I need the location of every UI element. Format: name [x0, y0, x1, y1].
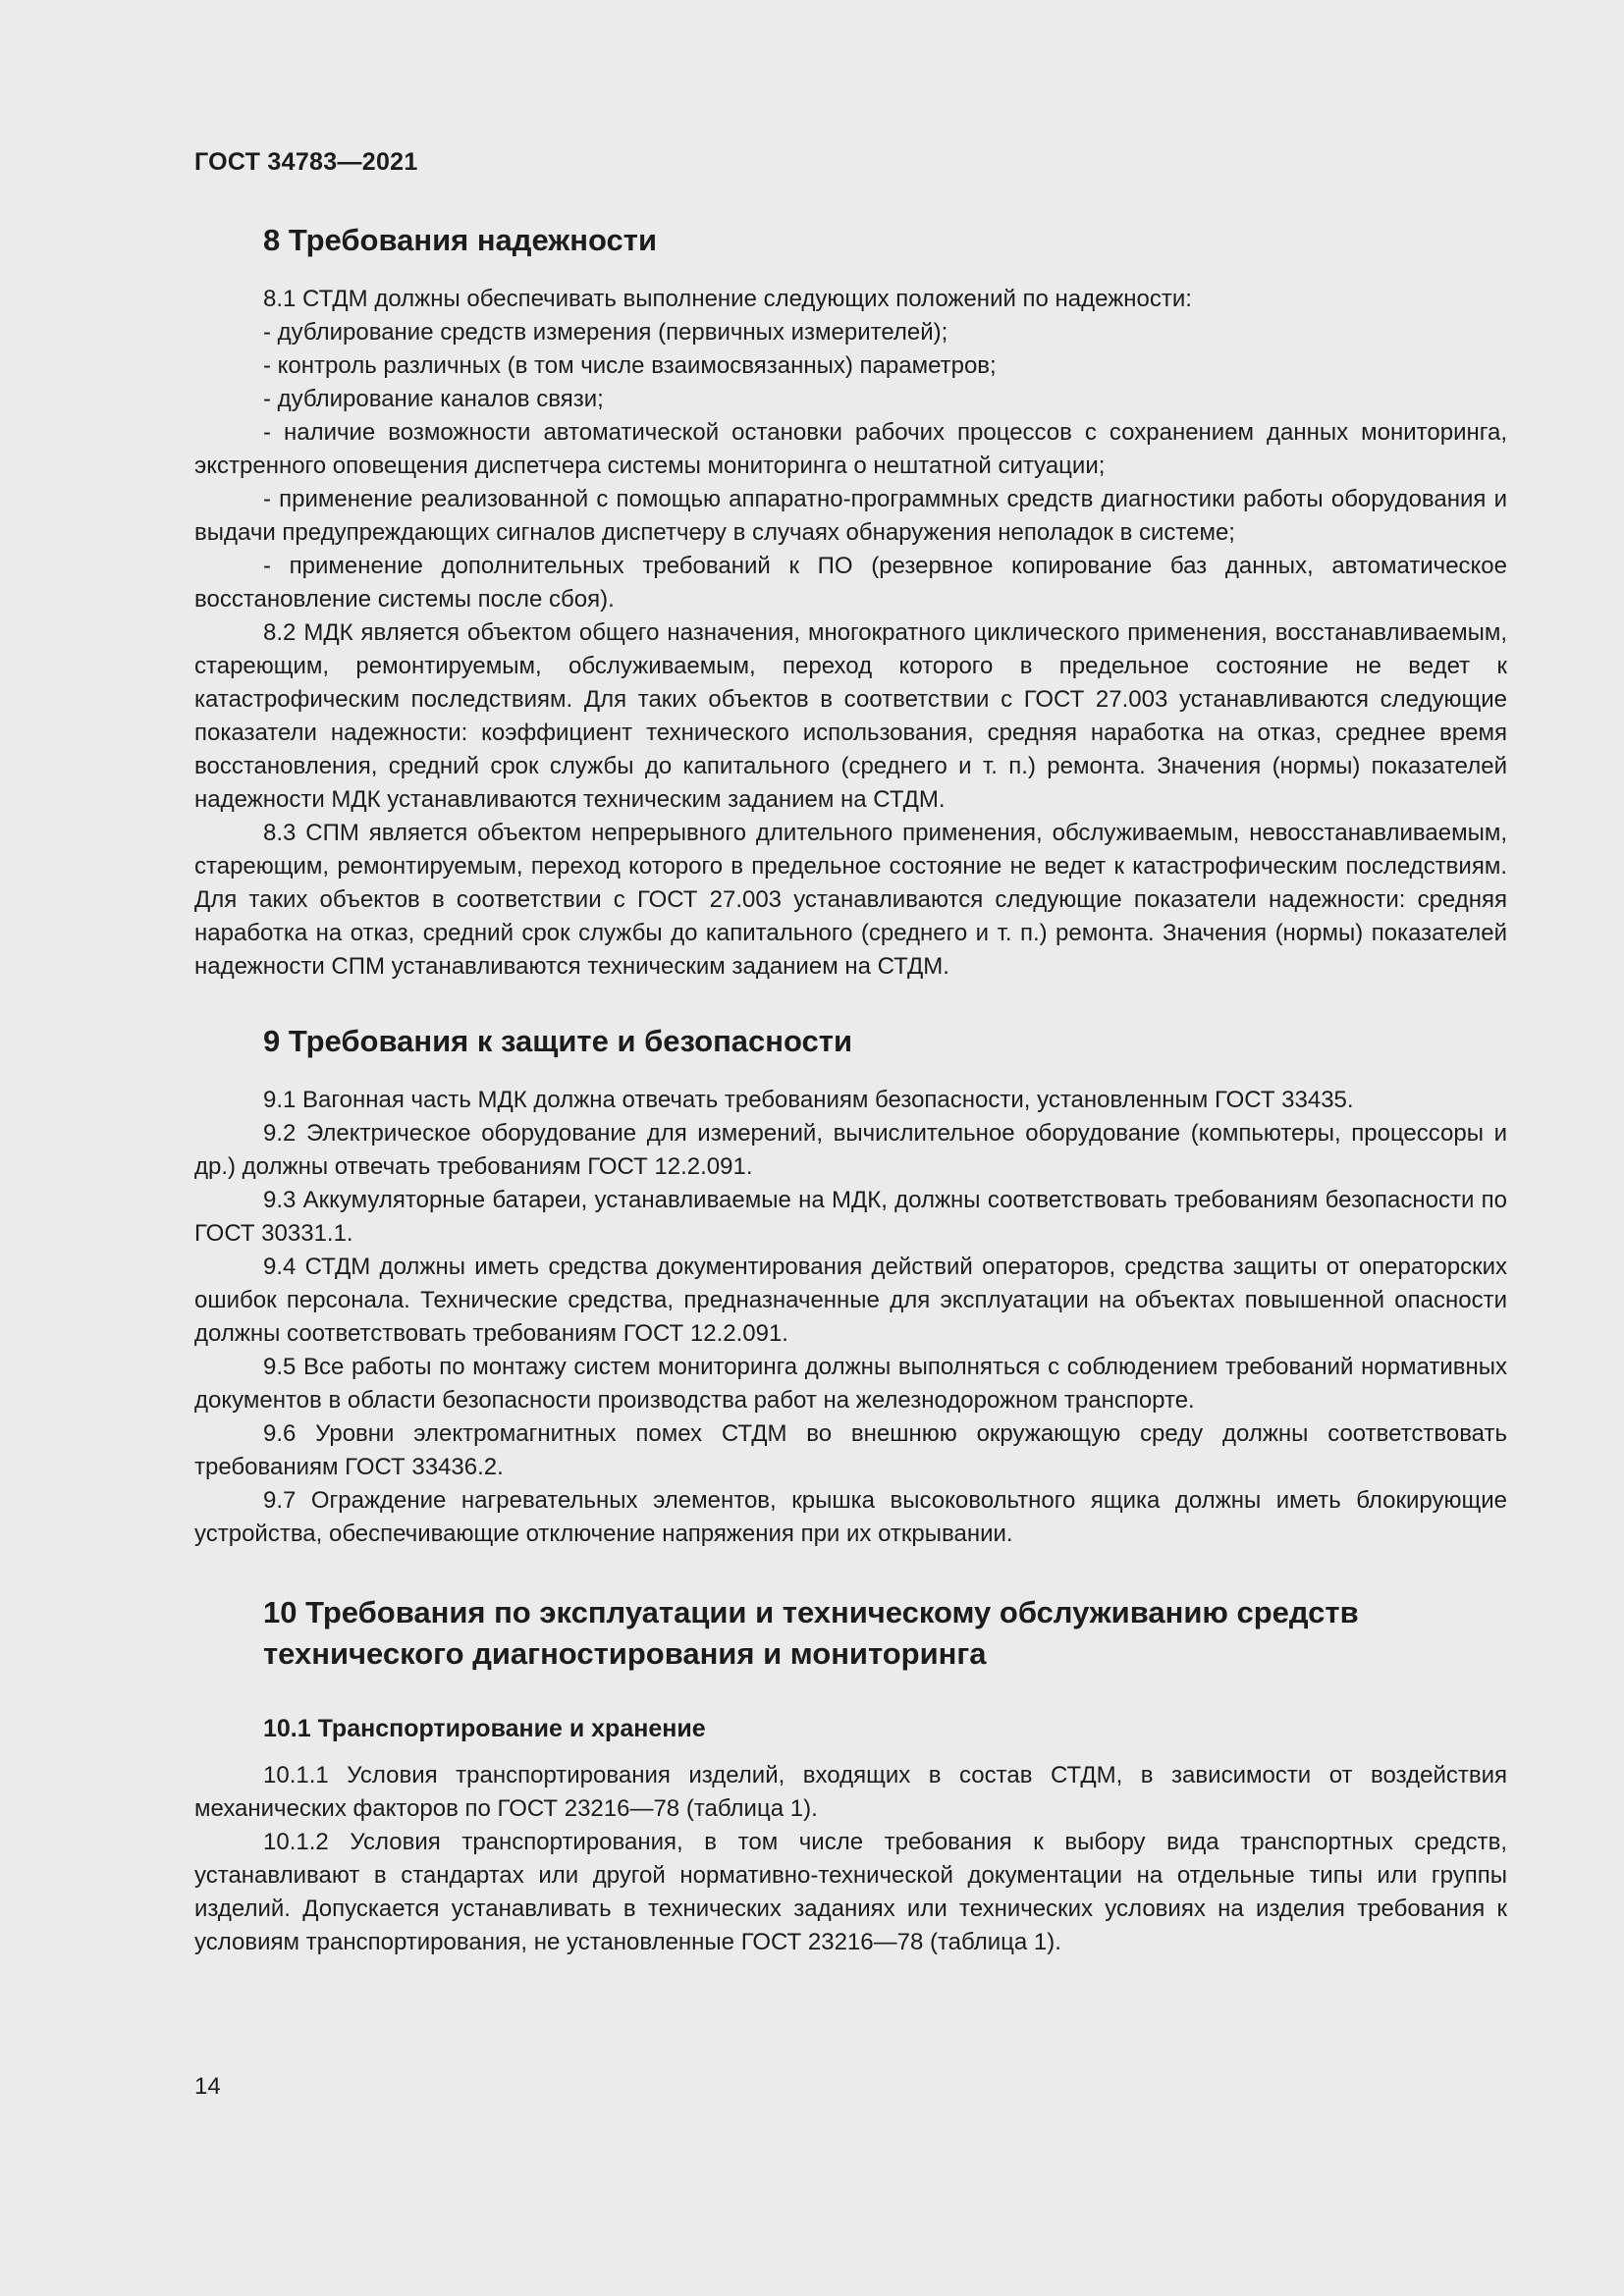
paragraph: 8.1 СТДМ должны обеспечивать выполнение следующих положений по надежности:: [263, 286, 1192, 312]
list-item: - применение реализованной с помощью аппаратно-программных средств диагностики работы оборудования и выдачи предупреждающих сигналов диспетчеру в случаях обнаружения неполадок в системе;: [194, 486, 1507, 546]
subsection-10-1-title: 10.1 Транспортирование и хранение: [263, 1715, 706, 1742]
paragraph: 9.4 СТДМ должны иметь средства документирования действий операторов, средства защиты от операторских ошибок персонала. Технические средства, предназначенные для эксплуатации на объектах повышенной опасности должны соответствовать требованиям ГОСТ 12.2.091.: [194, 1254, 1507, 1347]
paragraph: 9.3 Аккумуляторные батареи, устанавливаемые на МДК, должны соответствовать требованиям безопасности по ГОСТ 30331.1.: [194, 1187, 1507, 1247]
paragraph: 10.1.1 Условия транспортирования изделий, входящих в состав СТДМ, в зависимости от воздействия механических факторов по ГОСТ 23216—78 (таблица 1).: [194, 1762, 1507, 1822]
paragraph: 10.1.2 Условия транспортирования, в том числе требования к выбору вида транспортных средств, устанавливают в стандартах или другой нормативно-технической документации на отдельные типы или группы изделий. Допускается устанавливать в технических заданиях или технических условиях на изделия требования к условиям транспортирования, не установленные ГОСТ 23216—78 (таблица 1).: [194, 1829, 1507, 1955]
section-8-title: 8 Требования надежности: [263, 223, 658, 257]
paragraph: 8.2 МДК является объектом общего назначения, многократного циклического применения, восстанавливаемым, стареющим, ремонтируемым, обслуживаемым, переход которого в предельное состояние не ведет к катастрофическим последствиям. Для таких объектов в соответствии с ГОСТ 27.003 устанавливаются следующие показатели надежности: коэффициент технического использования, средняя наработка на отказ, среднее время восстановления, средний срок службы до капитального (среднего и т. п.) ремонта. Значения (нормы) показателей надежности МДК устанавливаются техническим заданием на СТДМ.: [194, 619, 1507, 813]
section-9-title: 9 Требования к защите и безопасности: [263, 1024, 853, 1058]
paragraph: 9.6 Уровни электромагнитных помех СТДМ во внешнюю окружающую среду должны соответствовать требованиям ГОСТ 33436.2.: [194, 1420, 1507, 1480]
document-body: [194, 220, 1507, 1959]
document-header: ГОСТ 34783—2021: [194, 148, 418, 176]
paragraph: 9.2 Электрическое оборудование для измерений, вычислительное оборудование (компьютеры, процессоры и др.) должны отвечать требованиям ГОСТ 12.2.091.: [194, 1120, 1507, 1180]
list-item: - дублирование средств измерения (первичных измерителей);: [263, 319, 948, 346]
list-item: - контроль различных (в том числе взаимосвязанных) параметров;: [263, 352, 997, 379]
paragraph: 9.1 Вагонная часть МДК должна отвечать требованиям безопасности, установленным ГОСТ 33435.: [263, 1087, 1354, 1113]
paragraph: 9.5 Все работы по монтажу систем мониторинга должны выполняться с соблюдением требований нормативных документов в области безопасности производства работ на железнодорожном транспорте.: [194, 1354, 1507, 1414]
list-item: - применение дополнительных требований к ПО (резервное копирование баз данных, автоматическое восстановление системы после сбоя).: [194, 553, 1507, 613]
list-item: - наличие возможности автоматической остановки рабочих процессов с сохранением данных мониторинга, экстренного оповещения диспетчера системы мониторинга о нештатной ситуации;: [194, 419, 1507, 479]
list-item: - дублирование каналов связи;: [263, 386, 604, 412]
paragraph: 8.3 СПМ является объектом непрерывного длительного применения, обслуживаемым, невосстанавливаемым, стареющим, ремонтируемым, переход которого в предельное состояние не ведет к катастрофическим последствиям. Для таких объектов в соответствии с ГОСТ 27.003 устанавливаются следующие показатели надежности: средняя наработка на отказ, средний срок службы до капитального (среднего и т. п.) ремонта. Значения (нормы) показателей надежности СПМ устанавливаются техническим заданием на СТДМ.: [194, 820, 1507, 980]
page-number: 14: [194, 2073, 221, 2100]
paragraph: 9.7 Ограждение нагревательных элементов, крышка высоковольтного ящика должны иметь блокирующие устройства, обеспечивающие отключение напряжения при их открывании.: [194, 1487, 1507, 1547]
section-10-title: 10 Требования по эксплуатации и техническому обслуживанию средств технического диагностирования и мониторинга: [263, 1595, 1359, 1671]
